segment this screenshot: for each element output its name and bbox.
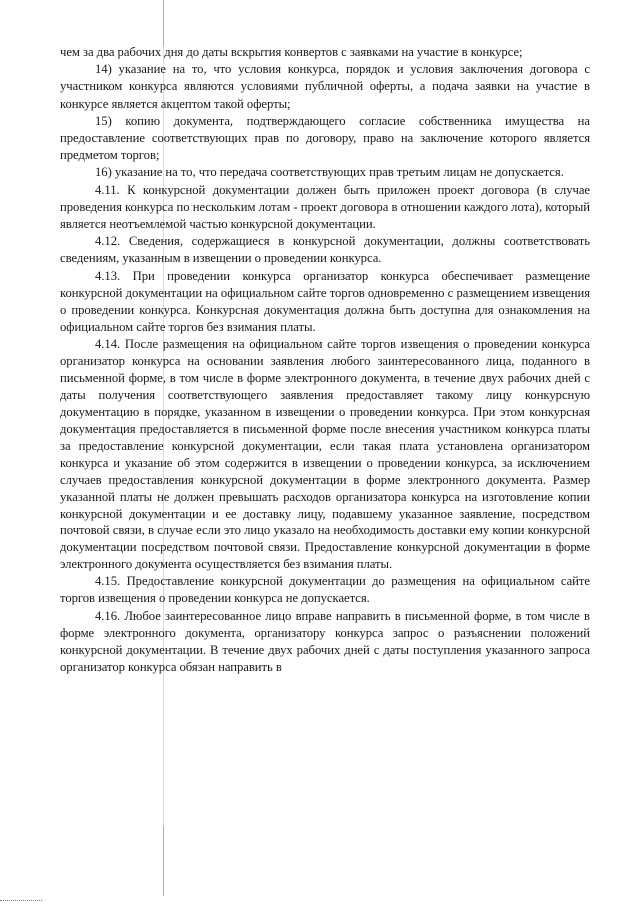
scan-artifact-line-top	[163, 0, 164, 46]
paragraph-item-15: 15) копию документа, подтверждающего согласие собственника имущества на предоставление соответствующих прав по договору, право на заключение которого является предметом торгов;	[60, 113, 590, 163]
document-body	[60, 44, 590, 676]
paragraph-continuation: чем за два рабочих дня до даты вскрытия конвертов с заявками на участие в конкурсе;	[60, 45, 523, 59]
paragraph-item-14: 14) указание на то, что условия конкурса, порядок и условия заключения договора с участником конкурса являются условиями публичной оферты, а подача заявки на участие в конкурсе является акцептом такой оферты;	[60, 62, 590, 111]
paragraph-4-16: 4.16. Любое заинтересованное лицо вправе направить в письменной форме, в том числе в форме электронного документа, организатору конкурса запрос о разъяснении положений конкурсной документации. В течение двух рабочих дней с даты поступления указанного запроса организатор конкурса обязан направить в	[60, 608, 590, 675]
paragraph-4-13: 4.13. При проведении конкурса организатор конкурса обеспечивает размещение конкурсной документации на официальном сайте торгов одновременно с размещением извещения о проведении конкурса. Конкурсная документация должна быть доступна для ознакомления на официальном сайте торгов без взимания платы.	[60, 268, 590, 335]
paragraph-item-16: 16) указание на то, что передача соответствующих прав третьим лицам не допускается.	[95, 165, 564, 180]
scan-artifact-line-bottom	[163, 826, 164, 896]
paragraph-4-11: 4.11. К конкурсной документации должен быть приложен проект договора (в случае проведения конкурса по нескольким лотам - проект договора в отношении каждого лота), который является неотъемлемой частью конкурсной документации.	[60, 182, 590, 232]
paragraph-4-12: 4.12. Сведения, содержащиеся в конкурсной документации, должны соответствовать сведениям, указанным в извещении о проведении конкурса.	[60, 234, 590, 266]
paragraph-4-15: 4.15. Предоставление конкурсной документации до размещения на официальном сайте торгов извещения о проведении конкурса не допускается.	[60, 574, 590, 606]
scan-corner-mark	[0, 900, 42, 903]
paragraph-4-14: 4.14. После размещения на официальном сайте торгов извещения о проведении конкурса организатор конкурса на основании заявления любого заинтересованного лица, поданного в письменной форме, в том числе в форме электронного документа, в течение двух рабочих дней с даты получения соответствующего заявления предоставляет такому лицу конкурсную документацию в порядке, указанном в извещении о проведении конкурса. При этом конкурсная документация предоставляется в письменной форме после внесения участником конкурса платы за предоставление конкурсной документации, если такая плата установлена организатором конкурса и указание об этом содержится в извещении о проведении конкурса, за исключением случаев предоставления конкурсной документации в форме электронного документа. Размер указанной платы не должен превышать расходов организатора конкурса на изготовление копии конкурсной документации и ее доставку лицу, подавшему указанное заявление, посредством почтовой связи, в случае если это лицо указало на необходимость доставки ему копии конкурсной документации посредством почтовой связи. Предоставление конкурсной документации в форме электронного документа осуществляется без взимания платы.	[60, 337, 590, 572]
